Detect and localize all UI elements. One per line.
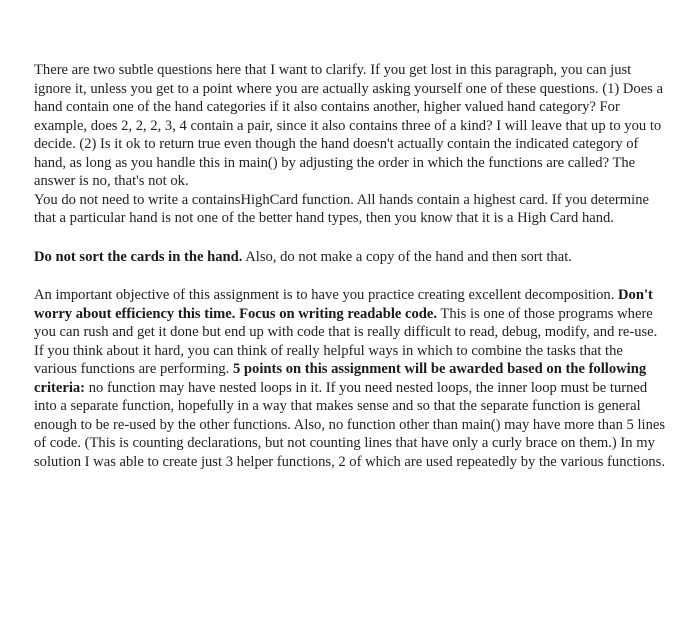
decomposition-bold-2: 5 points on this assignment will be awarded based on the following criteria: xyxy=(34,361,647,396)
paragraph-spacer xyxy=(34,228,666,248)
decomposition-text-2: This is one of those programs where you can rush and get it done but end up with code that is really difficult to read, debug, modify, and re-use. If you think about it hard, you can think of really helpful ways in which to combine the tasks that the various functions are performing. xyxy=(34,305,658,377)
paragraph-decomposition xyxy=(34,286,666,471)
paragraph-high-card xyxy=(34,191,666,228)
no-sort-text: Also, do not make a copy of the hand and then sort that. xyxy=(242,248,572,265)
decomposition-bold-1: Don't worry about efficiency this time. Focus on writing readable code. xyxy=(34,287,653,322)
paragraph-high-card-text: You do not need to write a containsHighCard function. All hands contain a highest card. If you determine that a particular hand is not one of the better hand types, then you know that it is a High Card hand. xyxy=(34,191,649,226)
paragraph-no-sort xyxy=(34,248,666,267)
paragraph-subtle-questions-text: There are two subtle questions here that I want to clarify. If you get lost in this paragraph, you can just ignore it, unless you get to a point where you are actually asking yourself one of these questions. (1) Does a hand contain one of the hand categories if it also contains another, higher valued hand category? For example, does 2, 2, 2, 3, 4 contain a pair, since it also contains three of a kind? I will leave that up to you to decide. (2) Is it ok to return true even though the hand doesn't actually contain the indicated category of hand, as long as you handle this in main() by adjusting the order in which the functions are called? The answer is no, that's not ok. xyxy=(34,62,663,189)
assignment-text xyxy=(34,61,666,471)
decomposition-text-1: An important objective of this assignment is to have you practice creating excellent decomposition. xyxy=(34,287,618,303)
paragraph-subtle-questions xyxy=(34,61,666,191)
decomposition-text-3: no function may have nested loops in it. If you need nested loops, the inner loop must be turned into a separate function, hopefully in a way that makes sense and so that the separate function is general enough to be re-used by the other functions. Also, no function other than main() may have more than 5 lines of code. (This is counting declarations, but not counting lines that have only a curly brace on them.) In my solution I was able to create just 3 helper functions, 2 of which are used repeatedly by the various functions. xyxy=(34,379,666,470)
no-sort-bold-text: Do not sort the cards in the hand. xyxy=(34,248,243,265)
paragraph-spacer xyxy=(34,266,666,286)
